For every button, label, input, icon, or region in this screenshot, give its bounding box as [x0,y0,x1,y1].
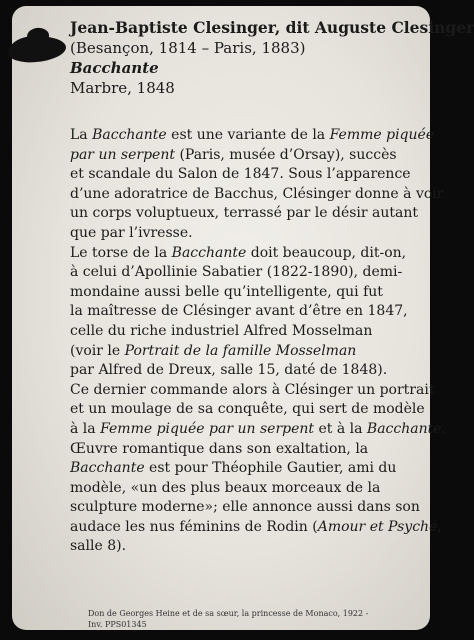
description-line [70,400,425,420]
description-line [70,459,425,479]
description-line [70,146,425,166]
description-line [70,302,425,322]
description-text-segment: et scandale du Salon de 1847. Sous l’apparence [70,166,411,183]
description-text-segment: salle 8). [70,538,127,555]
description-text-segment: d’une adoratrice de Bacchus, Clésinger donne à voir [70,185,444,202]
description-line [70,381,435,401]
description-text-segment: que par l’ivresse. [70,224,193,241]
description-line [70,185,444,205]
description-text-segment: Le torse de la [70,244,172,261]
italic-title-text: Femme piquée par un serpent [100,420,315,437]
description-text-segment: est pour Théophile Gautier, ami du [144,460,397,477]
description-text-segment: modèle, «un des plus beaux morceaux de la [70,479,381,496]
italic-title-text: Femme piquée [329,127,435,143]
description-text-segment: à celui d’Apollinie Sabatier (1822-1890), demi- [70,264,403,281]
description-line [70,126,435,146]
ink-blot [7,34,67,64]
artist-dates: (Besançon, 1814 – Paris, 1883) [70,39,306,57]
museum-label [12,6,474,630]
credit-line-2: Inv. PPS01345 [88,620,147,629]
artwork-material-date: Marbre, 1848 [70,79,175,97]
description-text-segment: doit beaucoup, dit-on, [246,244,407,261]
italic-title-text: Portrait de la famille Mosselman [124,342,357,359]
description-text-segment: et un moulage de sa conquête, qui sert de modèle [70,401,425,418]
description-text-segment: (Paris, musée d’Orsay), succès [175,146,397,163]
description-line [70,498,425,518]
description-line [70,204,425,224]
italic-title-text: Bacchante [92,127,167,143]
description-text-segment: sculpture moderne»; elle annonce aussi dans son [70,499,420,516]
description-text-segment: est une variante de la [166,127,330,143]
description-line [70,518,442,538]
description-text-segment: La [70,127,93,143]
description-line [70,479,425,499]
description-text-segment: un corps voluptueux, terrassé par le désir autant [70,205,419,222]
description-line [70,440,425,460]
description-text-segment: . [441,420,446,437]
artwork-title: Bacchante [70,59,159,77]
description-text-segment: Ce dernier commande alors à Clésinger un portrait [70,381,435,398]
description-text-segment: par Alfred de Dreux, salle 15, daté de 1848). [70,362,388,379]
description-line [70,283,425,303]
description-text [70,126,446,557]
label-text [70,18,474,557]
description-line [70,244,425,264]
description-line [70,224,425,244]
description-line [70,322,425,342]
artist-name-part2: Auguste Clesinger [314,18,474,37]
italic-title-text: Bacchante [171,244,247,261]
description-text-segment: mondaine aussi belle qu’intelligente, qui fut [70,283,383,300]
description-text-segment: celle du riche industriel Alfred Mosselman [70,322,373,339]
italic-title-text: Bacchante [70,460,145,477]
description-line [70,263,425,283]
description-text-segment: , [437,518,442,535]
italic-title-text: Amour et Psyché [317,518,438,535]
description-line [70,342,425,362]
description-text-segment: audace les nus féminins de Rodin ( [70,518,318,535]
description-line [70,420,446,440]
description-line [70,165,425,185]
description-text-segment: à la [70,420,101,437]
description-text-segment: (voir le [70,342,125,359]
description-line [70,361,425,381]
italic-title-text: par un serpent [70,146,175,163]
artist-name [70,18,474,38]
description-text-segment: la maîtresse de Clésinger avant d’être en 1847, [70,303,408,320]
credit-line-1: Don de Georges Heine et de sa sœur, la princesse de Monaco, 1922 - [88,609,369,618]
description-text-segment: Œuvre romantique dans son exaltation, la [70,440,369,457]
artist-name-part1: Jean-Baptiste Clesinger, dit [70,18,315,37]
credit-line [88,608,408,630]
description-text-segment: et à la [314,420,367,437]
description-line [70,537,425,557]
italic-title-text: Bacchante [366,420,442,437]
